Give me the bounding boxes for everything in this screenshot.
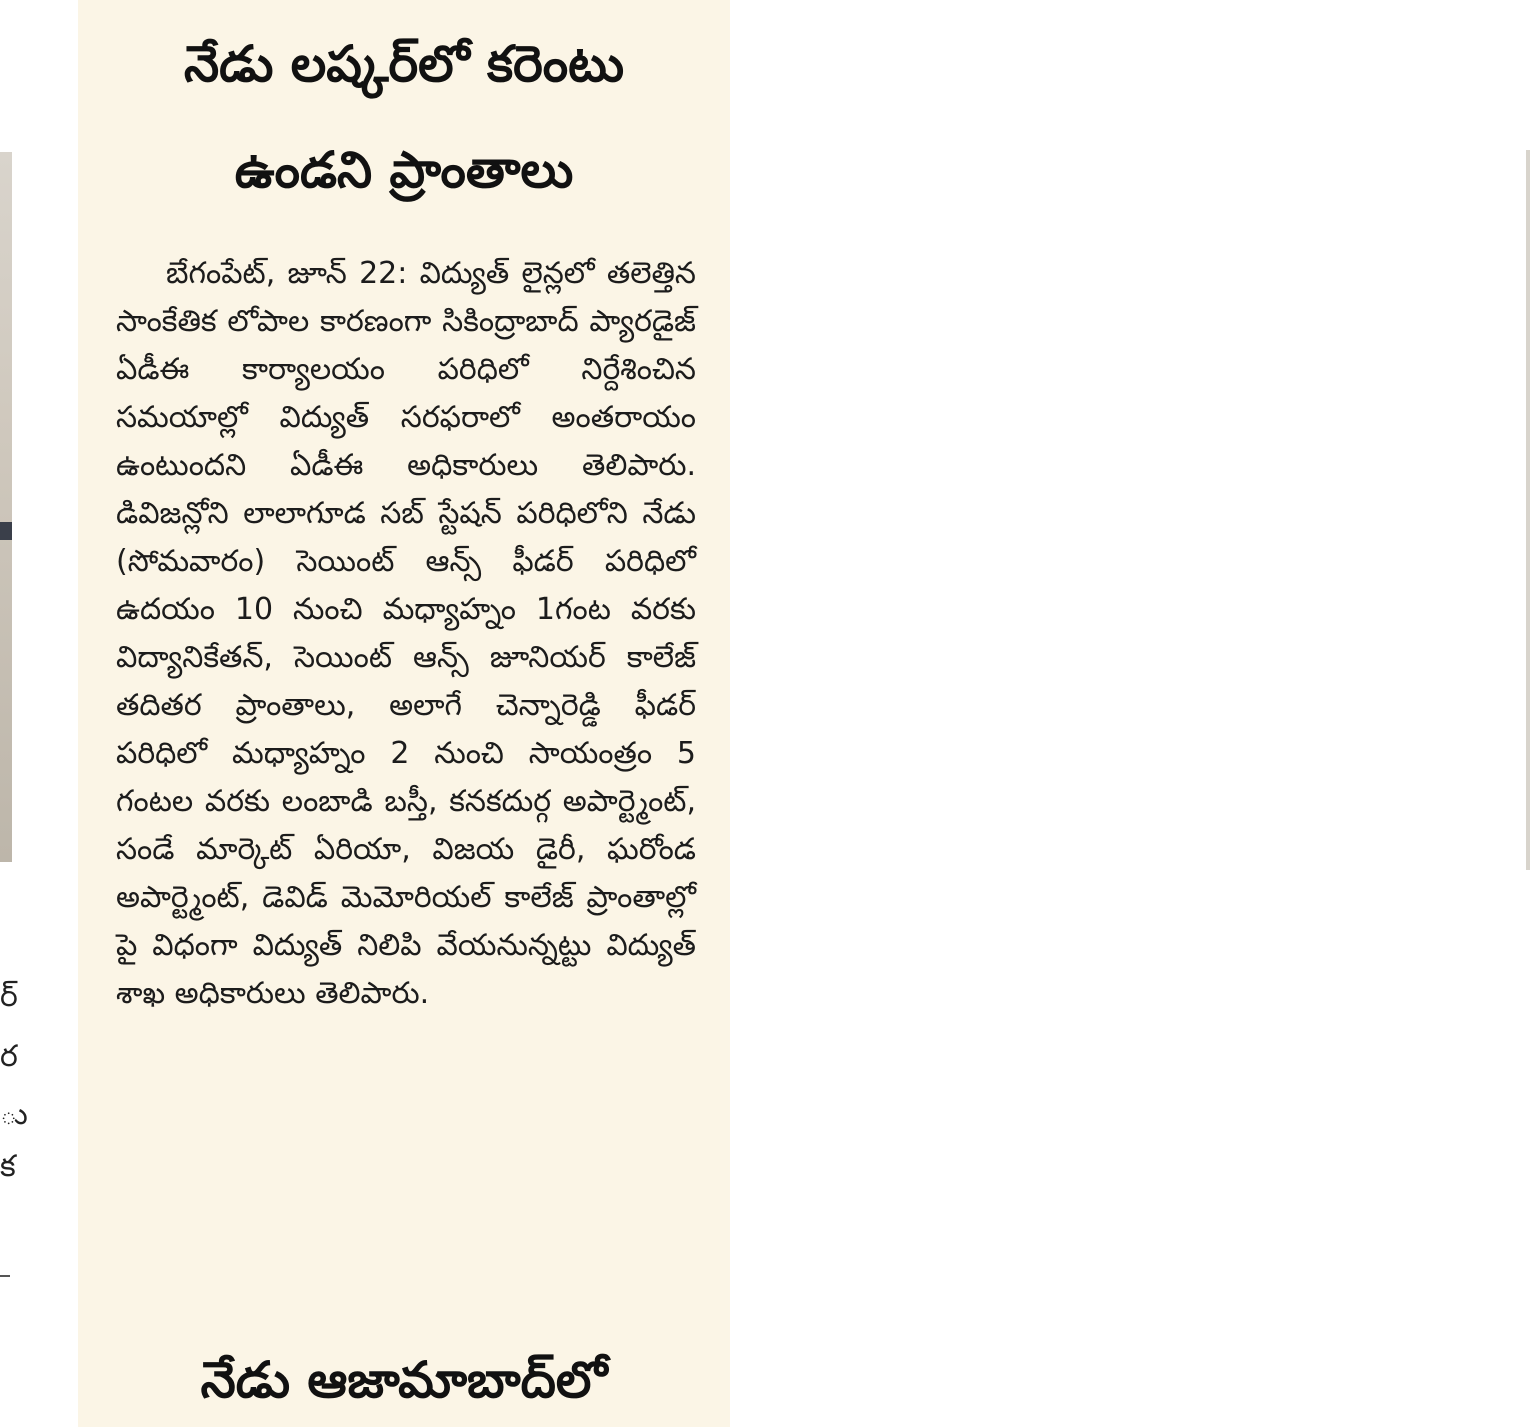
left-column-text-fragment: ర్ bbox=[0, 979, 18, 1014]
article-body: బేగంపేట్, జూన్ 22: విద్యుత్ లైన్లలో తలెత్తిన సాంకేతిక లోపాల కారణంగా సికింద్రాబాద్ ప్యారడైజ్ ఏడీఈ కార్యాలయం పరిధిలో నిర్దేశించిన సమయాల్లో విద్యుత్ సరఫరాలో అంతరాయం ఉంటుందని ఏడీఈ అధికారులు తెలిపారు. డివిజన్లోని లాలాగూడ సబ్ స్టేషన్ పరిధిలోని నేడు (సోమవారం) సెయింట్ ఆన్స్ ఫీడర్ పరిధిలో ఉదయం 10 నుంచి మధ్యాహ్నం 1గంట వరకు విద్యానికేతన్, సెయింట్ ఆన్స్ జూనియర్ కాలేజ్ తదితర ప్రాంతాలు, అలాగే చెన్నారెడ్డి ఫీడర్ పరిధిలో మధ్యాహ్నం 2 నుంచి సాయంత్రం 5 గంటల వరకు లంబాడి బస్తీ, కనకదుర్గ అపార్ట్మెంట్, సండే మార్కెట్ ఏరియా, విజయ డైరీ, ఘరోండ అపార్ట్మెంట్, డెవిడ్ మెమోరియల్ కాలేజ్ ప్రాంతాల్లో పై విధంగా విద్యుత్ నిలిపి వేయనున్నట్టు విద్యుత్ శాఖ అధికారులు తెలిపారు. bbox=[116, 256, 696, 1011]
photo-dark-band bbox=[0, 522, 12, 540]
left-column-text-fragment: ర bbox=[0, 1039, 18, 1074]
left-neighbor-column bbox=[0, 0, 78, 1427]
next-article-headline: నేడు ఆజామాబాద్‌లో bbox=[200, 1351, 608, 1409]
left-column-rule bbox=[0, 1275, 10, 1277]
news-article bbox=[78, 0, 730, 1427]
right-column-edge bbox=[1526, 150, 1530, 870]
article-headline-line-1: నేడు లష్కర్‌లో కరెంటు bbox=[183, 35, 624, 93]
left-column-photo bbox=[0, 152, 12, 862]
right-neighbor-column bbox=[730, 0, 800, 1427]
left-column-text-fragment: ు bbox=[0, 1097, 28, 1132]
article-headline-line-2: ఉండని ప్రాంతాలు bbox=[234, 141, 574, 199]
left-column-text-fragment: క bbox=[0, 1149, 16, 1184]
